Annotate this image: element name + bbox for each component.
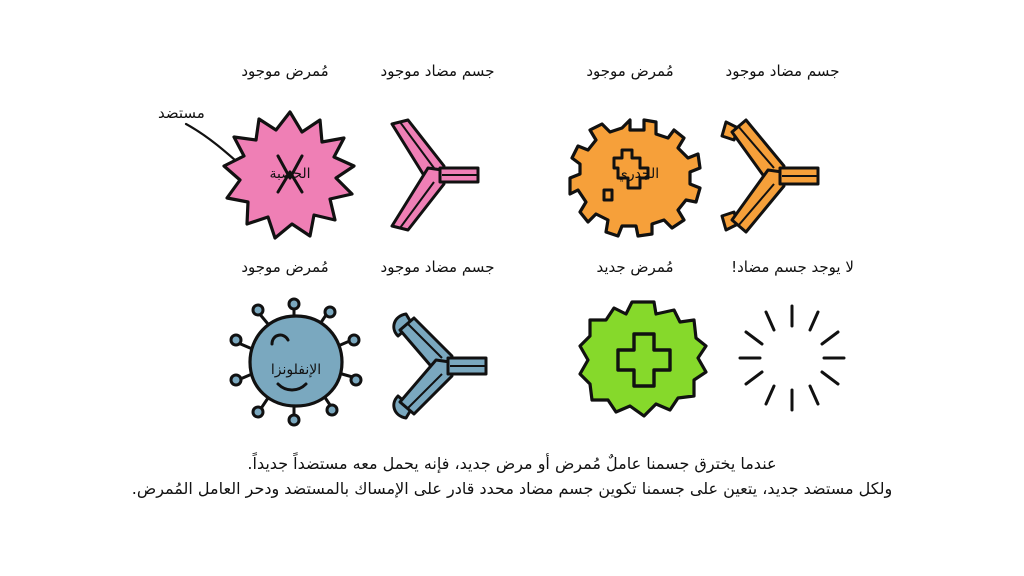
pathogen-new [578,300,708,422]
antibody-measles [378,118,488,233]
label-smallpox-pathogen: مُمرض موجود [586,62,674,80]
antibody-influenza [388,310,498,422]
label-smallpox-antibody: جسم مضاد موجود [725,62,840,80]
caption-line-1: عندما يخترق جسمنا عاملٌ مُمرض أو مرض جديد، فإنه يحمل معه مستضداً جديداً. [247,454,777,473]
pathogen-name-measles: الحصبة [269,166,311,182]
antibody-smallpox [718,118,830,234]
pathogen-name-smallpox: الجدري [616,166,660,182]
label-influenza-pathogen: مُمرض موجود [241,258,329,276]
pathogen-name-influenza: الإنفلونزا [270,362,322,378]
antigen-callout-label: مستضد [158,104,205,122]
caption-line-2: ولكل مستضد جديد، يتعين على جسمنا تكوين جسم مضاد محدد قادر على الإمساك بالمستضد ودحر العامل المُمرض. [131,478,893,498]
no-antibody-burst-icon [736,302,848,414]
label-new-antibody: لا يوجد جسم مضاد! [731,258,854,276]
pathogen-smallpox [570,116,702,240]
label-measles-pathogen: مُمرض موجود [241,62,329,80]
label-influenza-antibody: جسم مضاد موجود [380,258,495,276]
pathogen-influenza [232,300,360,422]
label-new-pathogen: مُمرض جديد [596,258,674,276]
caption-block [0,452,1024,502]
pathogen-measles [222,108,358,244]
label-measles-antibody: جسم مضاد موجود [380,62,495,80]
